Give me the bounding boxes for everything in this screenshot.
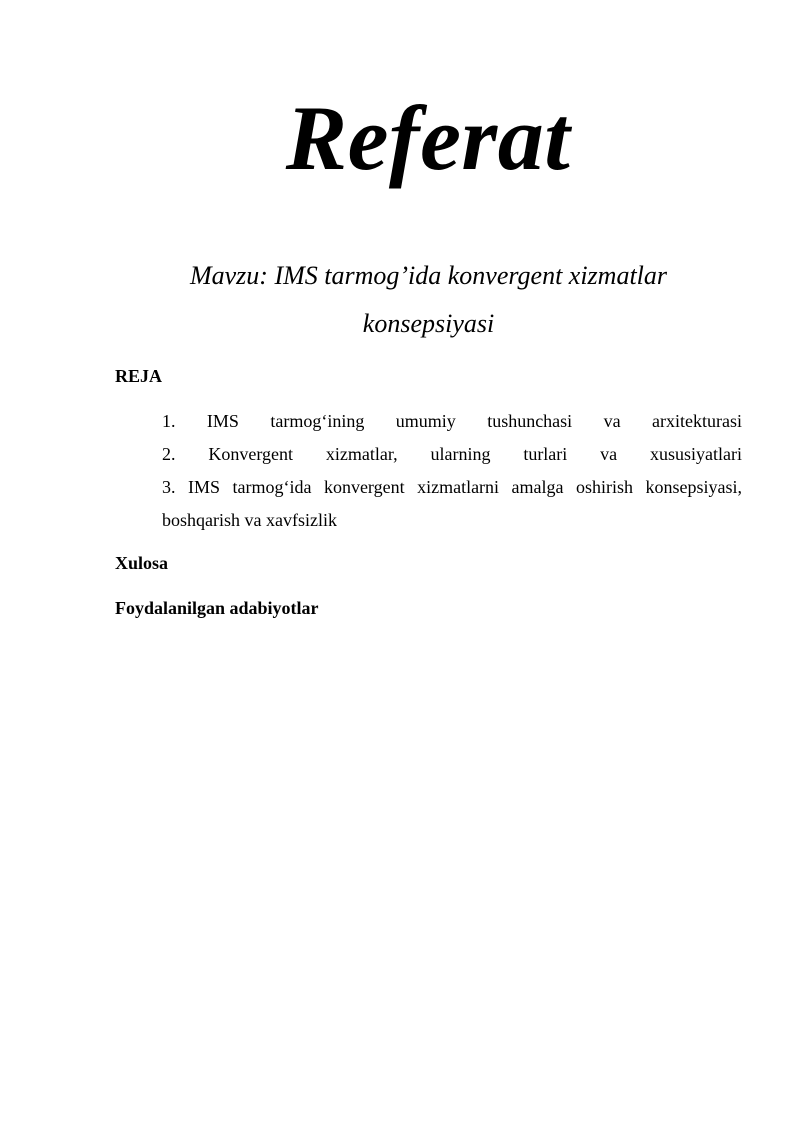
conclusion-heading: Xulosa: [115, 553, 169, 573]
plan-item-2: 2. Konvergent xizmatlar, ularning turlari va xususiyatlari: [162, 444, 742, 464]
document-subtitle: [115, 252, 742, 348]
plan-list: [162, 405, 742, 537]
references-heading: Foydalanilgan adabiyotlar: [115, 598, 319, 618]
plan-item-1: 1. IMS tarmog‘ining umumiy tushunchasi va arxitekturasi: [162, 411, 742, 431]
subtitle-line-2: konsepsiyasi: [362, 309, 495, 338]
plan-item-3: 3. IMS tarmog‘ida konvergent xizmatlarni amalga oshirish konsepsiyasi, boshqarish va xavfsizlik: [162, 477, 742, 530]
subtitle-line-1: Mavzu: IMS tarmog’ida konvergent xizmatlar: [189, 261, 668, 290]
plan-heading: REJA: [115, 366, 163, 386]
document-title: Referat: [285, 87, 571, 189]
